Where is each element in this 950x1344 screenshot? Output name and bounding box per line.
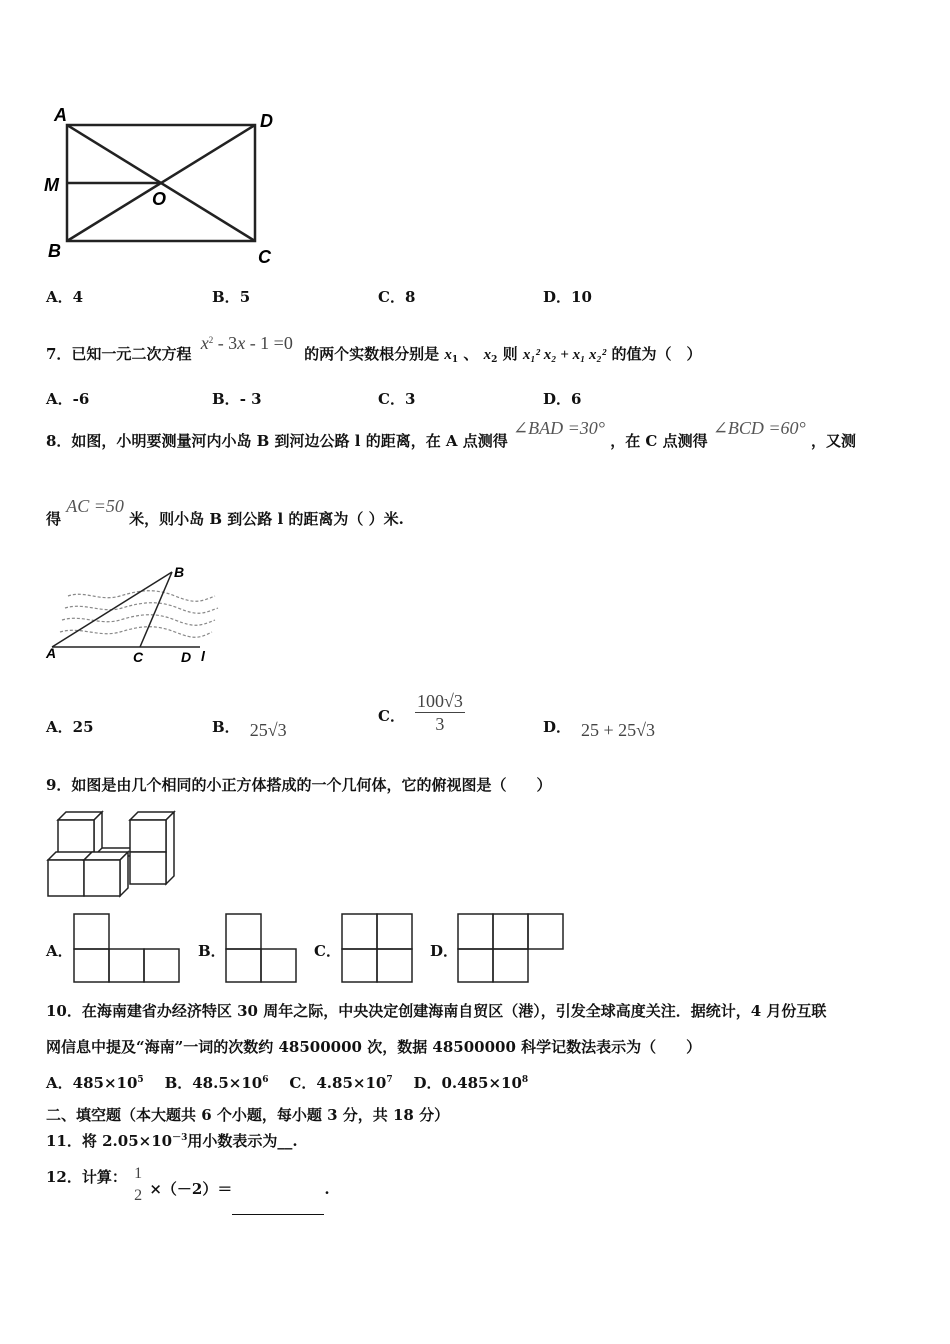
q10-options (46, 1072, 528, 1093)
question-12: 12．计算： 1 2 ×（－2）＝ . (46, 1163, 330, 1207)
question-9: 9．如图是由几个相同的小正方体搭成的一个几何体，它的俯视图是（ ） (46, 776, 552, 794)
river-figure (40, 560, 230, 672)
q9-option-b-label[interactable]: B． (198, 942, 226, 960)
label-O: O (152, 189, 167, 209)
label-B: B (174, 564, 185, 580)
label-C: C (258, 247, 271, 267)
question-10-line1: 10．在海南建省办经济特区 30 周年之际，中央决定创建海南自贸区（港），引发全球高度关注．据统计，4 月份互联 (46, 1002, 827, 1020)
cube-solid-figure (44, 808, 184, 900)
q6-option-b[interactable]: B．5 (212, 288, 251, 306)
q8-option-b[interactable]: B． 25√3 (212, 718, 287, 740)
q7-option-c[interactable]: C．3 (378, 390, 416, 408)
q9-option-a-view[interactable] (72, 912, 182, 984)
label-A: A (54, 105, 67, 125)
label-l: l (201, 648, 205, 664)
q9-option-d-view[interactable] (456, 912, 568, 984)
label-B: B (48, 241, 61, 261)
q7-option-d[interactable]: D．6 (543, 390, 582, 408)
section-2-heading: 二、填空题（本大题共 6 个小题，每小题 3 分，共 18 分） (46, 1106, 450, 1124)
label-A: A (46, 645, 57, 661)
q6-option-d[interactable]: D．10 (543, 288, 592, 306)
q9-option-d-label[interactable]: D． (430, 942, 459, 960)
q9-option-c-view[interactable] (340, 912, 416, 984)
q8-option-d[interactable]: D． 25 + 25√3 (543, 718, 656, 740)
question-7: 7．已知一元二次方程 $x^2 - 3x - 1 =0$ 的两个实数根分别是 $x_1$ 、 $x_2$ 则 x₁² x₂ + x₁ x₂² 的值为（ ） (46, 333, 702, 365)
label-M: M (44, 175, 59, 195)
question-8-line2: 得 AC =50 米，则小岛 B 到公路 l 的距离为（ ）米. (46, 496, 404, 528)
q9-option-a-label[interactable]: A． (46, 942, 73, 960)
question-11: 11．将 $2.05\times 10^{-3}$用小数表示为__. (46, 1132, 298, 1150)
q10-option-a[interactable]: A．$485\times 10^5$ (46, 1074, 144, 1092)
q8-option-a[interactable]: A．25 (46, 718, 94, 736)
q10-option-d[interactable]: D．$0.485\times 10^8$ (413, 1074, 529, 1092)
rectangle-figure (40, 105, 290, 275)
answer-blank[interactable] (232, 1196, 324, 1215)
q7-option-a[interactable]: A．-6 (46, 390, 90, 408)
q6-option-a[interactable]: A．4 (46, 288, 84, 306)
q10-option-b[interactable]: B．$48.5\times 10^6$ (164, 1074, 269, 1092)
question-10-line2: 网信息中提及“海南”一词的次数约 48500000 次，数据 48500000 科学记数法表示为（ ） (46, 1038, 702, 1056)
q9-option-b-view[interactable] (224, 912, 300, 984)
q9-option-c-label[interactable]: C． (314, 942, 341, 960)
label-C: C (133, 649, 144, 665)
q6-option-c[interactable]: C．8 (378, 288, 416, 306)
question-8-line1: 8．如图，小明要测量河内小岛 B 到河边公路 l 的距离，在 A 点测得 ∠BAD =30° ，在 C 点测得 ∠BCD =60° ，又测 (46, 418, 856, 450)
label-D: D (260, 111, 273, 131)
q7-option-b[interactable]: B．- 3 (212, 390, 262, 408)
q10-option-c[interactable]: C．$4.85\times 10^7$ (289, 1074, 393, 1092)
q8-option-c[interactable]: C． $\frac{100√3}{3}$ (378, 691, 463, 734)
label-D: D (181, 649, 192, 665)
